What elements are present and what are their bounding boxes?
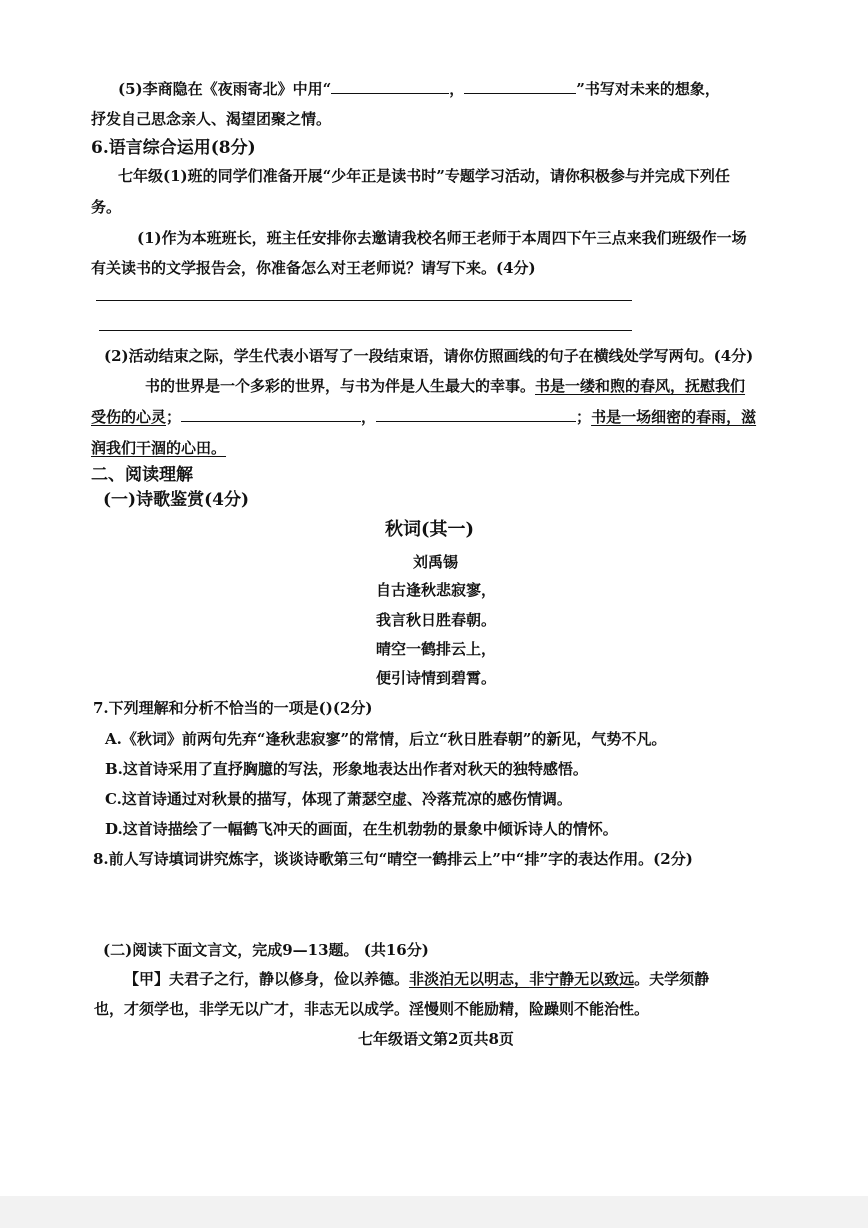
page-footer: 七年级语文第2页共8页 [358,1030,514,1048]
poem-line: 自古逢秋悲寂寥， [376,581,497,599]
q7-option-b[interactable]: B.这首诗采用了直抒胸臆的写法，形象地表达出作者对秋天的独特感悟。 [105,760,588,778]
bottom-margin-band [0,1196,868,1228]
q6-intro-line1: 七年级(1)班的同学们准备开展“少年正是读书时”专题学习活动，请你积极参与并完成下列任 [118,167,730,185]
q6-intro-line2: 务。 [91,198,122,216]
section2-heading: 二、阅读理解 [91,465,193,485]
classical-heading: (二)阅读下面文言文，完成9—13题。 (共16分) [103,941,429,959]
poetry-subheading: (一)诗歌鉴赏(4分) [103,490,250,510]
poem-line: 我言秋日胜春朝。 [376,611,497,629]
q5-5-line1: (5)李商隐在《夜雨寄北》中用“ ， ”书写对未来的想象， [118,80,720,98]
classical-para1: 【甲】夫君子之行，静以修身，俭以养德。非淡泊无以明志，非宁静无以致远。夫学须静 [124,970,710,988]
answer-blank[interactable] [464,79,576,94]
answer-line[interactable] [99,330,632,331]
answer-blank[interactable] [181,407,361,422]
q6-heading: 6.语言综合运用(8分) [91,138,256,158]
poem-line: 便引诗情到碧霄。 [376,669,497,687]
answer-line[interactable] [96,300,632,301]
q6-sub2-line3: 受伤的心灵； ， ；书是一场细密的春雨，滋 [91,408,757,426]
answer-blank[interactable] [331,79,449,94]
q5-5-line2: 抒发自己思念亲人、渴望团聚之情。 [91,110,332,128]
q6-sub1-line2: 有关读书的文学报告会，你准备怎么对王老师说？请写下来。(4分) [91,259,536,277]
q6-sub2-line4: 润我们干涸的心田。 [91,439,227,457]
answer-blank[interactable] [376,407,576,422]
poem-line: 晴空一鹤排云上， [376,640,497,658]
q8-answer-area[interactable] [93,875,773,933]
poem-title: 秋词(其一) [385,519,475,540]
q6-sub2-line2: 书的世界是一个多彩的世界，与书为伴是人生最大的幸事。书是一缕和煦的春风，抚慰我们 [145,377,746,395]
classical-para2: 也，才须学也，非学无以广才，非志无以成学。淫慢则不能励精，险躁则不能治性。 [94,1000,650,1018]
poem-author: 刘禹锡 [413,553,459,571]
q8-stem: 8.前人写诗填词讲究炼字，谈谈诗歌第三句“晴空一鹤排云上”中“排”字的表达作用。(2分) [93,850,693,868]
q7-stem: 7.下列理解和分析不恰当的一项是()(2分) [93,699,373,717]
q7-option-c[interactable]: C.这首诗通过对秋景的描写，体现了萧瑟空虚、冷落荒凉的感伤情调。 [105,790,572,808]
q6-sub1-line1: (1)作为本班班长，班主任安排你去邀请我校名师王老师于本周四下午三点来我们班级作一场 [137,229,747,247]
q7-option-a[interactable]: A.《秋词》前两句先弃“逢秋悲寂寥”的常情，后立“秋日胜春朝”的新见，气势不凡。 [105,730,667,748]
q6-sub2-line1: (2)活动结束之际，学生代表小语写了一段结束语，请你仿照画线的句子在横线处学写两句。(4分) [104,347,754,365]
q7-option-d[interactable]: D.这首诗描绘了一幅鹤飞冲天的画面，在生机勃勃的景象中倾诉诗人的情怀。 [105,820,618,838]
